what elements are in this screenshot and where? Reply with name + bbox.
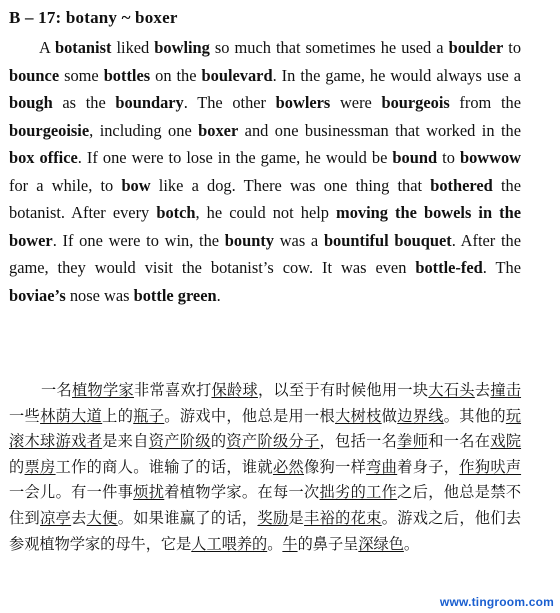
- text-run: on the: [150, 65, 202, 85]
- vocab-word: boviae’s: [9, 285, 66, 305]
- text-run: 去: [474, 381, 491, 399]
- text-run: 。游戏之后，他们去参观植物学家的母牛，它是: [9, 508, 522, 553]
- text-run: ，包括一名: [319, 432, 398, 451]
- translated-vocab: 大便: [86, 508, 118, 527]
- text-run: 去: [71, 508, 87, 527]
- text-run: . If one were to win, the: [52, 230, 225, 250]
- translated-vocab: 大石头: [428, 381, 475, 399]
- text-run: liked: [111, 38, 155, 57]
- translated-vocab: 人工喂养的: [191, 534, 268, 553]
- vocab-word: bowling: [154, 38, 210, 57]
- vocab-word: boundary: [115, 93, 184, 112]
- text-run: . The other: [183, 93, 276, 112]
- translated-vocab: 拙劣的工作: [319, 483, 398, 502]
- translated-vocab: 资产阶级分子: [226, 432, 320, 451]
- vocab-word: bothered: [430, 175, 493, 195]
- text-run: for a while, to: [9, 175, 122, 195]
- text-run: 是: [288, 508, 305, 527]
- translated-vocab: 票房: [24, 457, 56, 476]
- text-run: was a: [273, 230, 324, 250]
- text-run: like a dog. There was one thing that: [150, 175, 431, 195]
- text-run: 的鼻子呈: [297, 534, 359, 553]
- vocab-word: boulevard: [201, 65, 273, 85]
- vocab-word: bottle-fed: [415, 258, 483, 277]
- text-run: . If one were to lose in the game, he would be: [77, 148, 393, 167]
- text-run: 着植物学家。在每一次: [164, 483, 320, 502]
- text-run: 。其他的: [443, 406, 506, 425]
- text-run: so much that sometimes he used a: [209, 38, 449, 57]
- translated-vocab: 丰裕的花束: [304, 508, 382, 527]
- text-run: 工作的商人。谁输了的话，谁就: [55, 457, 273, 476]
- translated-vocab: 植物学家: [72, 381, 134, 399]
- vocab-word: bough: [9, 93, 53, 112]
- text-run: as the: [52, 93, 116, 112]
- translated-vocab: 撞击: [490, 381, 522, 399]
- text-run: from the: [449, 93, 521, 112]
- text-run: .: [216, 285, 221, 305]
- translated-vocab: 玩滚木球游戏者: [9, 406, 522, 451]
- vocab-word: bourgeoisie: [9, 120, 90, 140]
- vocab-word: boulder: [448, 38, 504, 57]
- translated-vocab: 林荫大道: [40, 406, 103, 425]
- vocab-word: bottles: [103, 65, 151, 85]
- text-run: . The: [482, 258, 522, 277]
- vocab-word: bowlers: [275, 93, 331, 112]
- translated-vocab: 弯曲: [366, 457, 398, 476]
- text-run: 之后，他总是禁不住到: [9, 483, 522, 527]
- translated-vocab: 瓶子: [133, 406, 165, 425]
- text-run: . After the game, they would visit the botanist’s cow. It was even: [9, 230, 522, 277]
- translated-vocab: 烦扰: [133, 483, 165, 502]
- vocab-word: boxer: [198, 120, 239, 140]
- translated-vocab: 边界线: [397, 406, 444, 425]
- text-run: 做: [381, 406, 398, 425]
- vocab-word: bottle green: [133, 285, 217, 305]
- text-run: 一些: [9, 406, 41, 425]
- vocab-word: bounce: [9, 65, 60, 85]
- vocab-word: moving the bowels in the bower: [9, 203, 521, 250]
- watermark: www.tingroom.com: [439, 595, 554, 609]
- translated-vocab: 大树枝: [335, 406, 382, 425]
- text-run: 是来自: [102, 432, 149, 451]
- text-run: 着身子，: [397, 457, 460, 476]
- translated-vocab: 凉亭: [40, 508, 72, 527]
- text-run: 和一名在: [428, 432, 491, 451]
- translated-vocab: 必然: [272, 457, 305, 476]
- vocab-word: bountiful bouquet: [323, 230, 452, 250]
- text-run: 。: [267, 534, 283, 553]
- vocab-word: botch: [156, 203, 196, 222]
- text-run: 。如果谁赢了的话，: [117, 508, 258, 527]
- vocab-word: bow: [121, 175, 151, 195]
- english-paragraph: [9, 34, 521, 309]
- translated-vocab: 拳师: [397, 432, 429, 451]
- translated-vocab: 深绿色: [358, 534, 404, 553]
- vocab-word: bound: [392, 148, 438, 167]
- text-run: . In the game, he would always use a: [272, 65, 521, 85]
- vocab-word: bowwow: [459, 148, 521, 167]
- text-run: , he could not help: [195, 203, 337, 222]
- text-run: and one businessman that worked in the: [238, 120, 521, 140]
- text-run: , including one: [89, 120, 199, 140]
- vocab-word: botanist: [54, 38, 112, 57]
- translated-vocab: 牛: [282, 534, 298, 553]
- page-title: B – 17: botany ~ boxer: [9, 8, 178, 27]
- translated-vocab: 资产阶级: [148, 432, 211, 451]
- chinese-paragraph: [9, 378, 521, 557]
- text-run: 。: [403, 534, 420, 553]
- text-run: nose was: [65, 285, 134, 305]
- text-run: 上的: [102, 406, 134, 425]
- text-run: ，以至于有时候他用一块: [257, 381, 429, 399]
- text-run: the botanist. After every: [9, 175, 522, 222]
- vocab-word: bourgeois: [381, 93, 450, 112]
- text-run: 的: [9, 457, 25, 476]
- english-passage: [9, 34, 521, 309]
- translated-vocab: 奖励: [257, 508, 289, 527]
- vocab-word: box office: [9, 148, 78, 167]
- text-run: to: [503, 38, 522, 57]
- text-run: 像狗一样: [304, 457, 367, 476]
- text-run: 非常喜欢打: [133, 381, 212, 399]
- translated-vocab: 作狗吠声: [459, 457, 522, 476]
- text-run: 一会儿。有一件事: [9, 483, 134, 502]
- chinese-translation: [9, 378, 521, 557]
- text-run: 一名: [41, 381, 72, 399]
- text-run: A: [39, 38, 55, 57]
- text-run: 。游戏中，他总是用一根: [164, 406, 336, 425]
- text-run: some: [59, 65, 104, 85]
- text-run: to: [437, 148, 460, 167]
- vocab-word: bounty: [224, 230, 274, 250]
- text-run: 的: [210, 432, 227, 451]
- translated-vocab: 戏院: [490, 432, 522, 451]
- translated-vocab: 保龄球: [211, 381, 258, 399]
- text-run: were: [330, 93, 382, 112]
